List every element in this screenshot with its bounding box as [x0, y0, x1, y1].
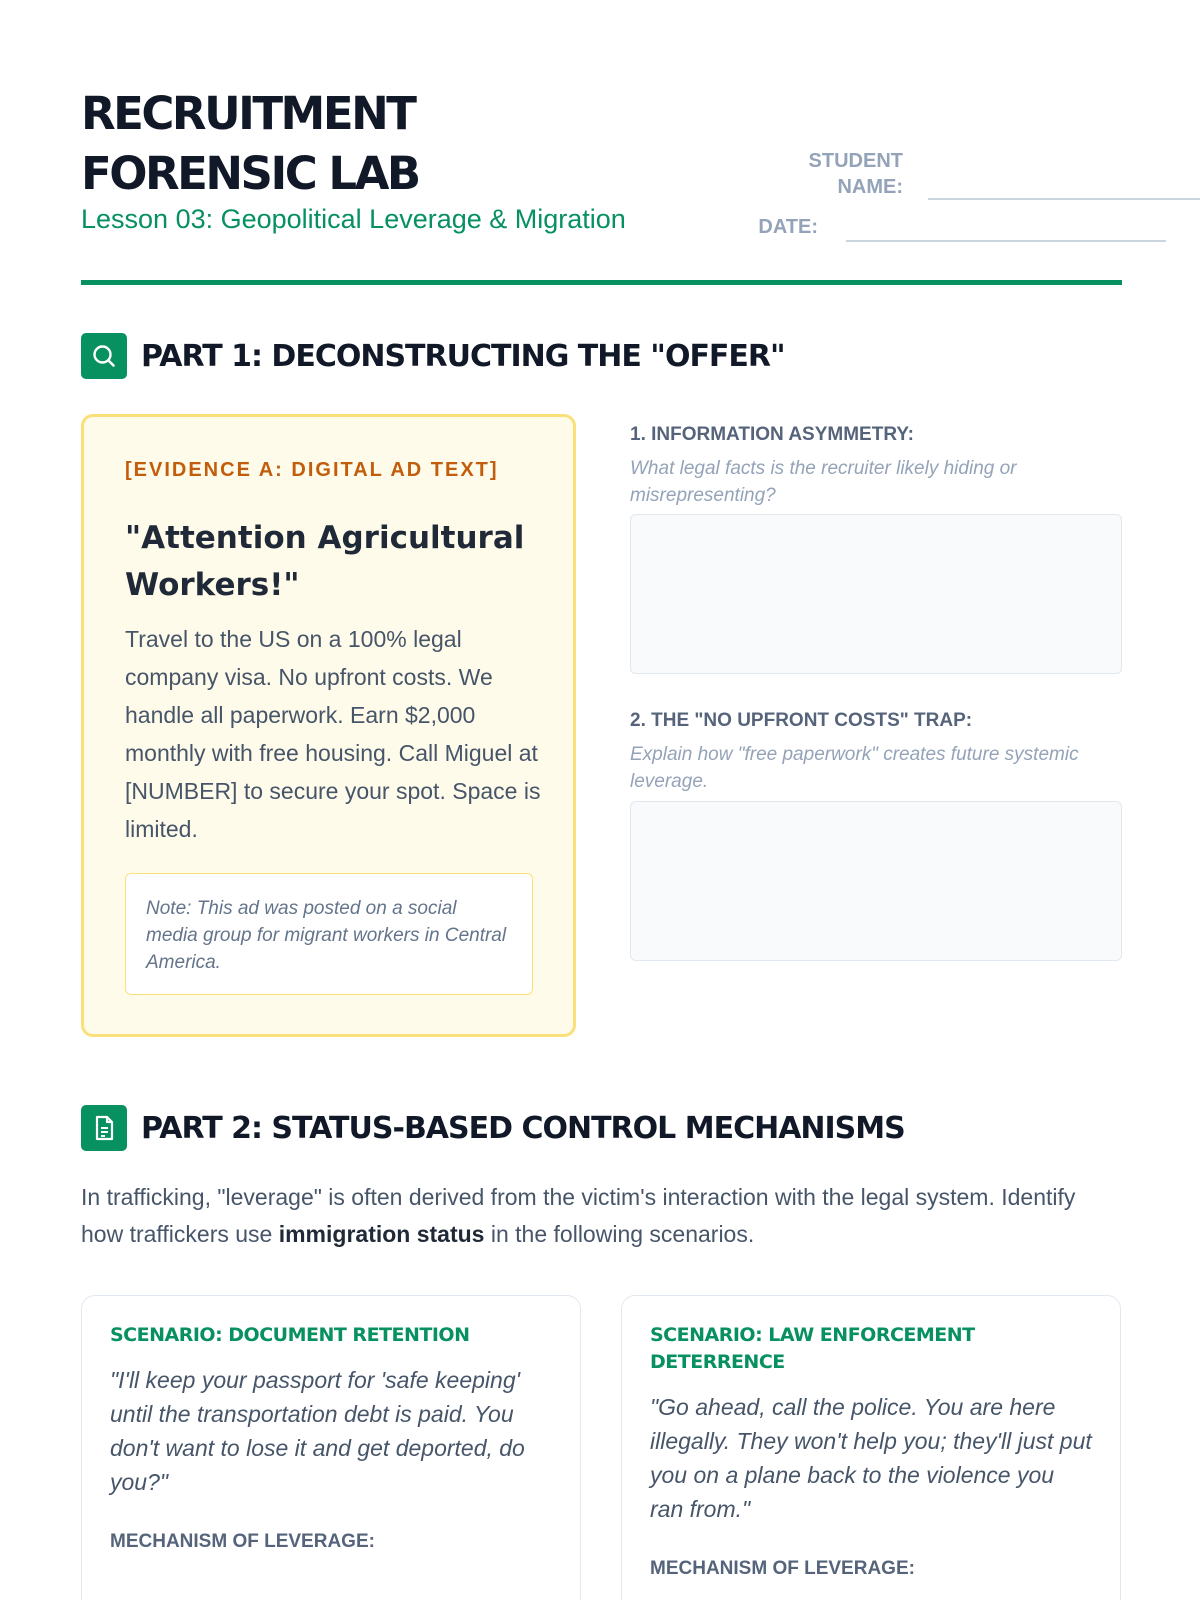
- scenario-card-2: [621, 1295, 1121, 1600]
- student-name-label: [686, 148, 903, 200]
- student-label-line-2: NAME:: [837, 176, 903, 198]
- evidence-card: [81, 414, 576, 1037]
- intro-text-end: in the following scenarios.: [484, 1221, 755, 1247]
- question-1: [630, 424, 1122, 509]
- title-line-1: RECRUITMENT: [81, 87, 415, 140]
- question-2-label: 2. THE "NO UPFRONT COSTS" TRAP:: [630, 710, 973, 731]
- scenario-1-title: SCENARIO: DOCUMENT RETENTION: [110, 1324, 470, 1346]
- part1-heading: [81, 333, 785, 379]
- date-field[interactable]: [846, 240, 1166, 242]
- scenario-2-quote: "Go ahead, call the police. You are here illegally. They won't help you; they'll just put you on a plane back to the violence you ran from.": [650, 1394, 1092, 1522]
- part2-heading: [81, 1105, 905, 1151]
- part2-intro: [81, 1179, 1122, 1253]
- part1-title: PART 1: DECONSTRUCTING THE "OFFER": [141, 338, 785, 374]
- search-icon: [81, 333, 127, 379]
- intro-emphasis: immigration status: [278, 1221, 485, 1247]
- scenario-1-mechanism-label: MECHANISM OF LEVERAGE:: [110, 1531, 375, 1552]
- scenario-2-title: SCENARIO: LAW ENFORCEMENT DETERRENCE: [650, 1324, 975, 1373]
- header-divider: [81, 280, 1122, 285]
- evidence-tag: [EVIDENCE A: DIGITAL AD TEXT]: [125, 459, 499, 481]
- document-icon: [81, 1105, 127, 1151]
- question-2-answer-box[interactable]: [630, 801, 1122, 961]
- date-label: DATE:: [758, 216, 818, 238]
- scenario-1-quote: "I'll keep your passport for 'safe keeping' until the transportation debt is paid. You don't want to lose it and get deported, do you?": [110, 1367, 525, 1495]
- scenario-2-mechanism-label: MECHANISM OF LEVERAGE:: [650, 1558, 915, 1579]
- title-line-2: FORENSIC LAB: [81, 147, 419, 200]
- question-1-label: 1. INFORMATION ASYMMETRY:: [630, 424, 914, 445]
- lesson-subtitle: Lesson 03: Geopolitical Leverage & Migration: [81, 204, 626, 234]
- worksheet-header: [81, 84, 1122, 284]
- student-name-field[interactable]: [928, 198, 1200, 200]
- page-title: [81, 84, 419, 204]
- question-2-hint: Explain how "free paperwork" creates future systemic leverage.: [630, 744, 1079, 792]
- evidence-headline: "Attention Agricultural Workers!": [125, 520, 525, 603]
- question-1-answer-box[interactable]: [630, 514, 1122, 674]
- scenario-card-1: [81, 1295, 581, 1600]
- evidence-note: Note: This ad was posted on a social media group for migrant workers in Central America.: [125, 873, 533, 995]
- question-1-hint: What legal facts is the recruiter likely hiding or misrepresenting?: [630, 458, 1017, 506]
- question-2: [630, 710, 1122, 795]
- intro-text-start: In trafficking, "leverage" is often derived from the victim's interaction with the legal system. Identify how traffickers use: [81, 1184, 1076, 1247]
- evidence-body: Travel to the US on a 100% legal company visa. No upfront costs. We handle all paperwork. Earn $2,000 monthly with free housing. Call Miguel at [NUMBER] to secure your spot. Space is limited.: [125, 626, 541, 842]
- part2-title: PART 2: STATUS-BASED CONTROL MECHANISMS: [141, 1110, 905, 1146]
- student-label-line-1: STUDENT: [808, 150, 903, 172]
